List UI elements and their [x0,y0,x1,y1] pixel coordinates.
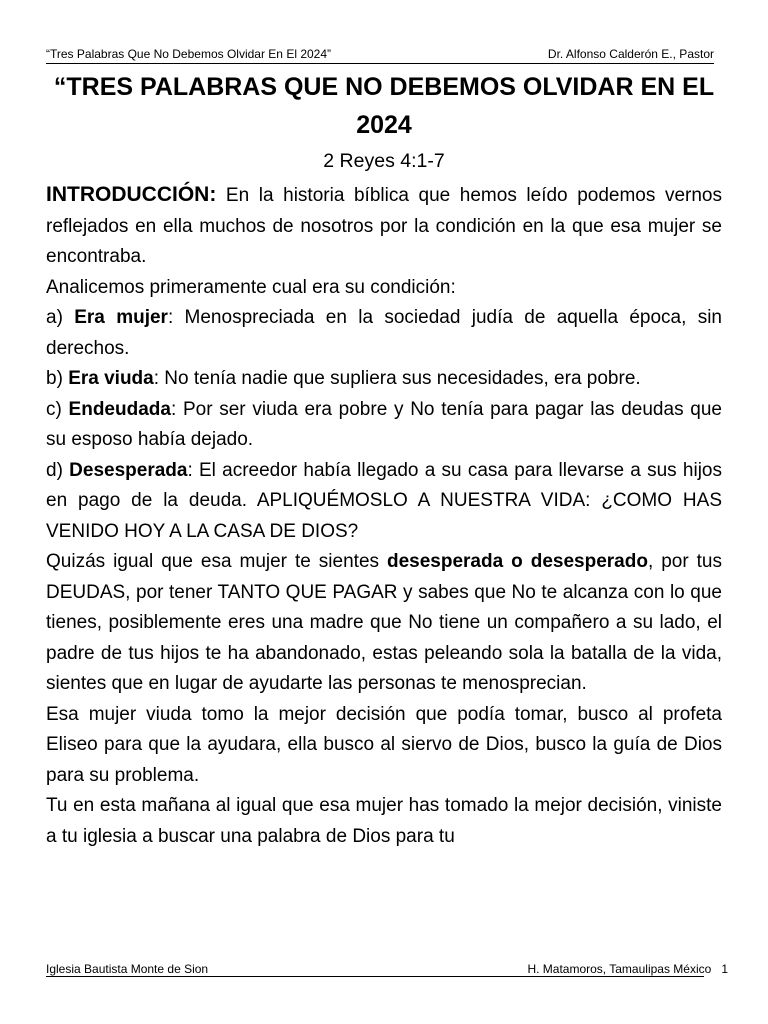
document-title: “TRES PALABRAS QUE NO DEBEMOS OLVIDAR EN EL 2024 [53,73,715,139]
paragraph-manana: Tu en esta mañana al igual que esa mujer has tomado la mejor decisión, viniste a tu iglesia a buscar una palabra de Dios para tu [46,795,722,847]
paragraph-quizas: Quizás igual que esa mujer te sientes desesperada o desesperado, por tus DEUDAS, por tener TANTO QUE PAGAR y sabes que No te alcanza con lo que tienes, posiblemente eres una madre que No tiene un compañero a su lado, el padre de tus hijos te ha abandonado, estas peleando sola la batalla de la vida, sientes que en lugar de ayudarte las personas te menosprecian. [46,551,722,694]
footer-divider [46,976,704,977]
emphasis-text: desesperada o desesperado [386,551,648,572]
condition-term: Endeudada [68,398,171,420]
page-header [46,47,714,64]
paragraph-decision: Esa mujer viuda tomo la mejor decisión que podía tomar, busco al profeta Eliseo para que la ayudara, ella busco al siervo de Dios, busco la guía de Dios para su problema. [46,703,722,786]
condition-term: Era mujer [74,307,168,328]
condition-term: Era viuda [68,368,154,389]
page-number: 1 [721,962,728,976]
footer-location: H. Matamoros, Tamaulipas México 1 [527,962,728,976]
footer-church-name: Iglesia Bautista Monte de Sion [46,962,209,976]
header-author: Dr. Alfonso Calderón E., Pastor [547,47,714,61]
condition-term: Desesperada [69,459,188,481]
document-body [46,180,722,852]
page-footer [46,960,728,980]
intro-label: INTRODUCCIÓN: [46,183,217,206]
condition-item-a: a) Era mujer: Menospreciada en la sociedad judía de aquella época, sin derechos. [46,307,722,359]
condition-item-d: d) Desesperada: El acreedor había llegado a su casa para llevarse a sus hijos en pago de la deuda. APLIQUÉMOSLO A NUESTRA VIDA: ¿COMO HAS VENIDO HOY A LA CASA DE DIOS? [46,459,722,542]
header-sermon-title: “Tres Palabras Que No Debemos Olvidar En El 2024” [46,47,332,61]
intro-text: En la historia bíblica que hemos leído podemos vernos reflejados en ella muchos de nosotros por la condición en la que esa mujer se encontraba. [46,185,722,267]
condition-item-c: c) Endeudada: Por ser viuda era pobre y No tenía para pagar las deudas que su esposo había dejado. [46,398,722,450]
intro-paragraph [46,180,722,273]
analysis-intro: Analicemos primeramente cual era su condición: [46,276,456,298]
condition-item-b: b) Era viuda: No tenía nadie que supliera sus necesidades, era pobre. [46,368,641,389]
scripture-reference: 2 Reyes 4:1-7 [323,150,445,172]
